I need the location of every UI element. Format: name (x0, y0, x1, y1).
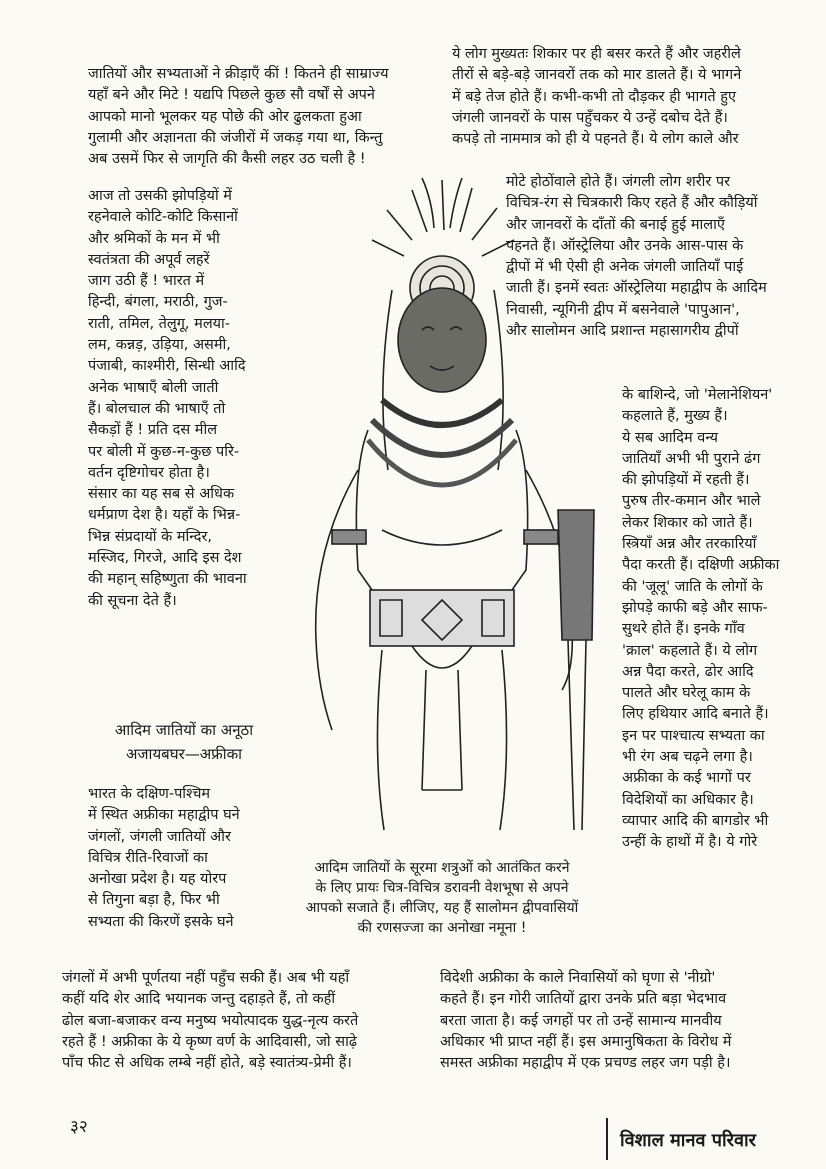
text-line: कहते हैं। इन गोरी जातियों द्वारा उनके प्रति बड़ा भेदभाव (440, 991, 727, 1008)
text-line: गुलामी और अज्ञानता की जंजीरों में जकड़ गया था, किन्तु (88, 129, 383, 146)
text-line: जातियाँ अभी भी पुराने ढंग (622, 450, 761, 467)
text-line: कहलाते हैं, मुख्य हैं। (622, 408, 728, 425)
caption-line: की रणसज्जा का अनोखा नमूना ! (357, 920, 527, 936)
text-line: भिन्न संप्रदायों के मन्दिर, (88, 528, 212, 545)
text-line: ढोल बजा-बजाकर वन्य मनुष्य भयोत्पादक युद्ध-नृत्य करते (62, 1012, 359, 1029)
text-line: पर बोली में कुछ-न-कुछ परि- (88, 443, 240, 460)
text-line: धर्मप्राण देश है। यहाँ के भिन्न- (88, 507, 241, 524)
running-title: विशाल मानव परिवार (620, 1130, 757, 1151)
text-line: इन पर पाश्चात्य सभ्यता का (622, 727, 765, 744)
text-line: अनेक भाषाएँ बोली जाती (88, 379, 219, 396)
text-line: आपको मानो भूलकर यह पोछे की ओर ढुलकता हुआ (88, 108, 362, 125)
caption-line: आदिम जातियों के सूरमा शत्रुओं को आतंकित करने (314, 860, 570, 876)
text-line: ये सब आदिम वन्य (622, 429, 719, 446)
text-line: विचित्र-रंग से चित्रकारी किए रहते हैं और कौड़ियों (506, 195, 758, 212)
text-line: के बाशिन्दे, जो 'मेलानेशियन' (622, 387, 773, 403)
paragraph-bottom-right (440, 968, 812, 1074)
text-line: जंगलों, जंगली जातियों और (88, 828, 231, 845)
text-line: अफ्रीका के कई भागों पर (622, 770, 751, 787)
text-line: पाँच फीट से अधिक लम्बे नहीं होते, बड़े स्वातंत्र्य-प्रेमी हैं। (62, 1055, 352, 1072)
text-line: 'क्राल' कहलाते हैं। ये लोग (622, 642, 758, 659)
paragraph-left-lower (88, 784, 280, 933)
text-line: विचित्र रीति-रिवाजों का (88, 849, 208, 866)
text-line: मोटे होठोंवाले होते हैं। जंगली लोग शरीर पर (506, 174, 731, 190)
caption-line: के लिए प्रायः चित्र-विचित्र डरावनी वेशभूषा से अपने (315, 880, 569, 896)
tribal-warrior-illustration (272, 170, 612, 850)
text-line: स्वतंत्रता की अपूर्व लहरें (88, 251, 210, 268)
text-line: जाती हैं। इनमें स्वतः ऑस्ट्रेलिया महाद्वीप के आदिम (506, 280, 767, 297)
text-line: रहनेवाले कोटि-कोटि किसानों (88, 209, 238, 226)
text-line: तीरों से बड़े-बड़े जानवरों तक को मार डालते हैं। ये भागने (452, 67, 742, 84)
text-line: भारत के दक्षिण-पश्चिम (88, 786, 211, 802)
text-line: की सूचना देते हैं। (88, 592, 177, 609)
text-line: रहते हैं ! अफ्रीका के ये कृष्ण वर्ण के आदिवासी, जो साढ़े (62, 1033, 358, 1050)
paragraph-bottom-left (62, 968, 430, 1074)
text-line: जंगली जानवरों के पास पहुँचकर ये उन्हें दबोच देते हैं। (452, 109, 728, 126)
text-line: पंजाबी, काश्मीरी, सिन्धी आदि (88, 358, 246, 375)
text-line: पैदा करती हैं। दक्षिणी अफ्रीका (622, 557, 780, 574)
text-line: उन्हीं के हाथों में है। ये गोरे (622, 834, 758, 851)
text-line: वर्तन दृष्टिगोचर होता है। (88, 464, 210, 481)
subheading-line: आदिम जातियों का अनूठा (114, 721, 254, 739)
text-line: सुथरे होते हैं। इनके गाँव (622, 621, 745, 638)
text-line: जंगलों में अभी पूर्णतया नहीं पहुँच सकी हैं। अब भी यहाँ (62, 970, 350, 986)
text-line: की 'जूलू' जाति के लोगों के (622, 578, 763, 595)
text-line: कहीं यदि शेर आदि भयानक जन्तु दहाड़ते हैं, तो कहीं (62, 991, 336, 1008)
text-line: जातियों और सभ्यताओं ने क्रीड़ाएँ कीं ! कितने ही साम्राज्य (88, 66, 389, 82)
text-line: झोपड़े काफी बड़े और साफ- (622, 599, 768, 616)
text-line: मस्जिद, गिरजे, आदि इस देश (88, 550, 242, 567)
text-line: विदेशी अफ्रीका के काले निवासियों को घृणा से 'नीग्रो' (440, 970, 716, 986)
text-line: आज तो उसकी झोपड़ियों में (88, 188, 232, 204)
figure-caption (282, 858, 602, 938)
text-line: लेकर शिकार को जाते हैं। (622, 514, 753, 531)
text-line: ये लोग मुख्यतः शिकार पर ही बसर करते हैं और जहरीले (452, 46, 741, 62)
text-line: में बड़े तेज होते हैं। कभी-कभी तो दौड़कर ही भागते हुए (452, 88, 736, 105)
text-line: में स्थित अफ्रीका महाद्वीप घने (88, 807, 240, 824)
text-line: भी रंग अब चढ़ने लगा है। (622, 749, 753, 766)
text-line: सैकड़ों हैं ! प्रति दस मील (88, 422, 218, 439)
text-line: और श्रमिकों के मन में भी (88, 230, 220, 247)
text-line: हिन्दी, बंगला, मराठी, गुज- (88, 294, 228, 311)
paragraph-left-top (88, 64, 450, 170)
text-line: विदेशियों का अधिकार है। (622, 791, 754, 808)
text-line: द्वीपों में भी ऐसी ही अनेक जंगली जातियाँ पाई (506, 259, 744, 276)
text-line: व्यापार आदि की बागडोर भी (622, 812, 769, 829)
caption-line: आपको सजाते हैं। लीजिए, यह हैं सालोमन द्वीपवासियों (305, 900, 579, 916)
text-line: समस्त अफ्रीका महाद्वीप में एक प्रचण्ड लहर जग पड़ी है। (440, 1055, 731, 1072)
text-line: सभ्यता की किरणें इसके घने (88, 913, 234, 930)
text-line: लिए हथियार आदि बनाते हैं। (622, 706, 769, 723)
text-line: जाग उठी हैं ! भारत में (88, 273, 205, 290)
paragraph-left-mid (88, 186, 280, 612)
text-line: राती, तमिल, तेलुगू, मलया- (88, 315, 231, 332)
text-line: अनोखा प्रदेश है। यह योरप (88, 871, 227, 888)
text-line: बरता जाता है। कई जगहों पर तो उन्हें सामान्य मानवीय (440, 1012, 722, 1029)
text-line: हैं। बोलचाल की भाषाएँ तो (88, 400, 226, 417)
page-number: ३२ (70, 1117, 88, 1137)
text-line: पहनते हैं। ऑस्ट्रेलिया और उनके आस-पास के (506, 237, 744, 254)
paragraph-right-column (622, 385, 810, 854)
text-line: पुरुष तीर-कमान और भाले (622, 493, 761, 510)
text-line: की झोपड़ियों में रहती हैं। (622, 472, 750, 489)
text-line: लम, कन्नड़, उड़िया, असमी, (88, 337, 231, 354)
text-line: और सालोमन आदि प्रशान्त महासागरीय द्वीपों (506, 323, 739, 340)
text-line: और जानवरों के दाँतों की बनाई हुई मालाएँ (506, 216, 725, 233)
text-line: की महान् सहिष्णुता की भावना (88, 571, 247, 588)
text-line: संसार का यह सब से अधिक (88, 486, 235, 503)
subheading-line: अजायबघर—अफ्रीका (125, 745, 243, 763)
text-line: अधिकार भी प्राप्त नहीं हैं। इस अमानुषिकता के विरोध में (440, 1033, 732, 1050)
text-line: निवासी, न्यूगिनी द्वीप में बसनेवाले 'पापुआन', (506, 301, 740, 318)
footer-divider (606, 1118, 608, 1160)
text-line: अब उसमें फिर से जागृति की कैसी लहर उठ चली है ! (88, 151, 366, 168)
text-line: पालते और घरेलू काम के (622, 685, 751, 702)
text-line: यहाँ बने और मिटे ! यद्यपि पिछले कुछ सौ वर्षों से अपने (88, 87, 375, 104)
text-line: से तिगुना बड़ा है, फिर भी (88, 892, 220, 909)
paragraph-right-top (452, 44, 810, 150)
text-line: स्त्रियाँ अन्न और तरकारियाँ (622, 536, 757, 553)
text-line: अन्न पैदा करते, ढोर आदि (622, 663, 754, 680)
text-line: कपड़े तो नाममात्र को ही ये पहनते हैं। ये लोग काले और (452, 131, 739, 148)
section-subheading (88, 718, 280, 766)
